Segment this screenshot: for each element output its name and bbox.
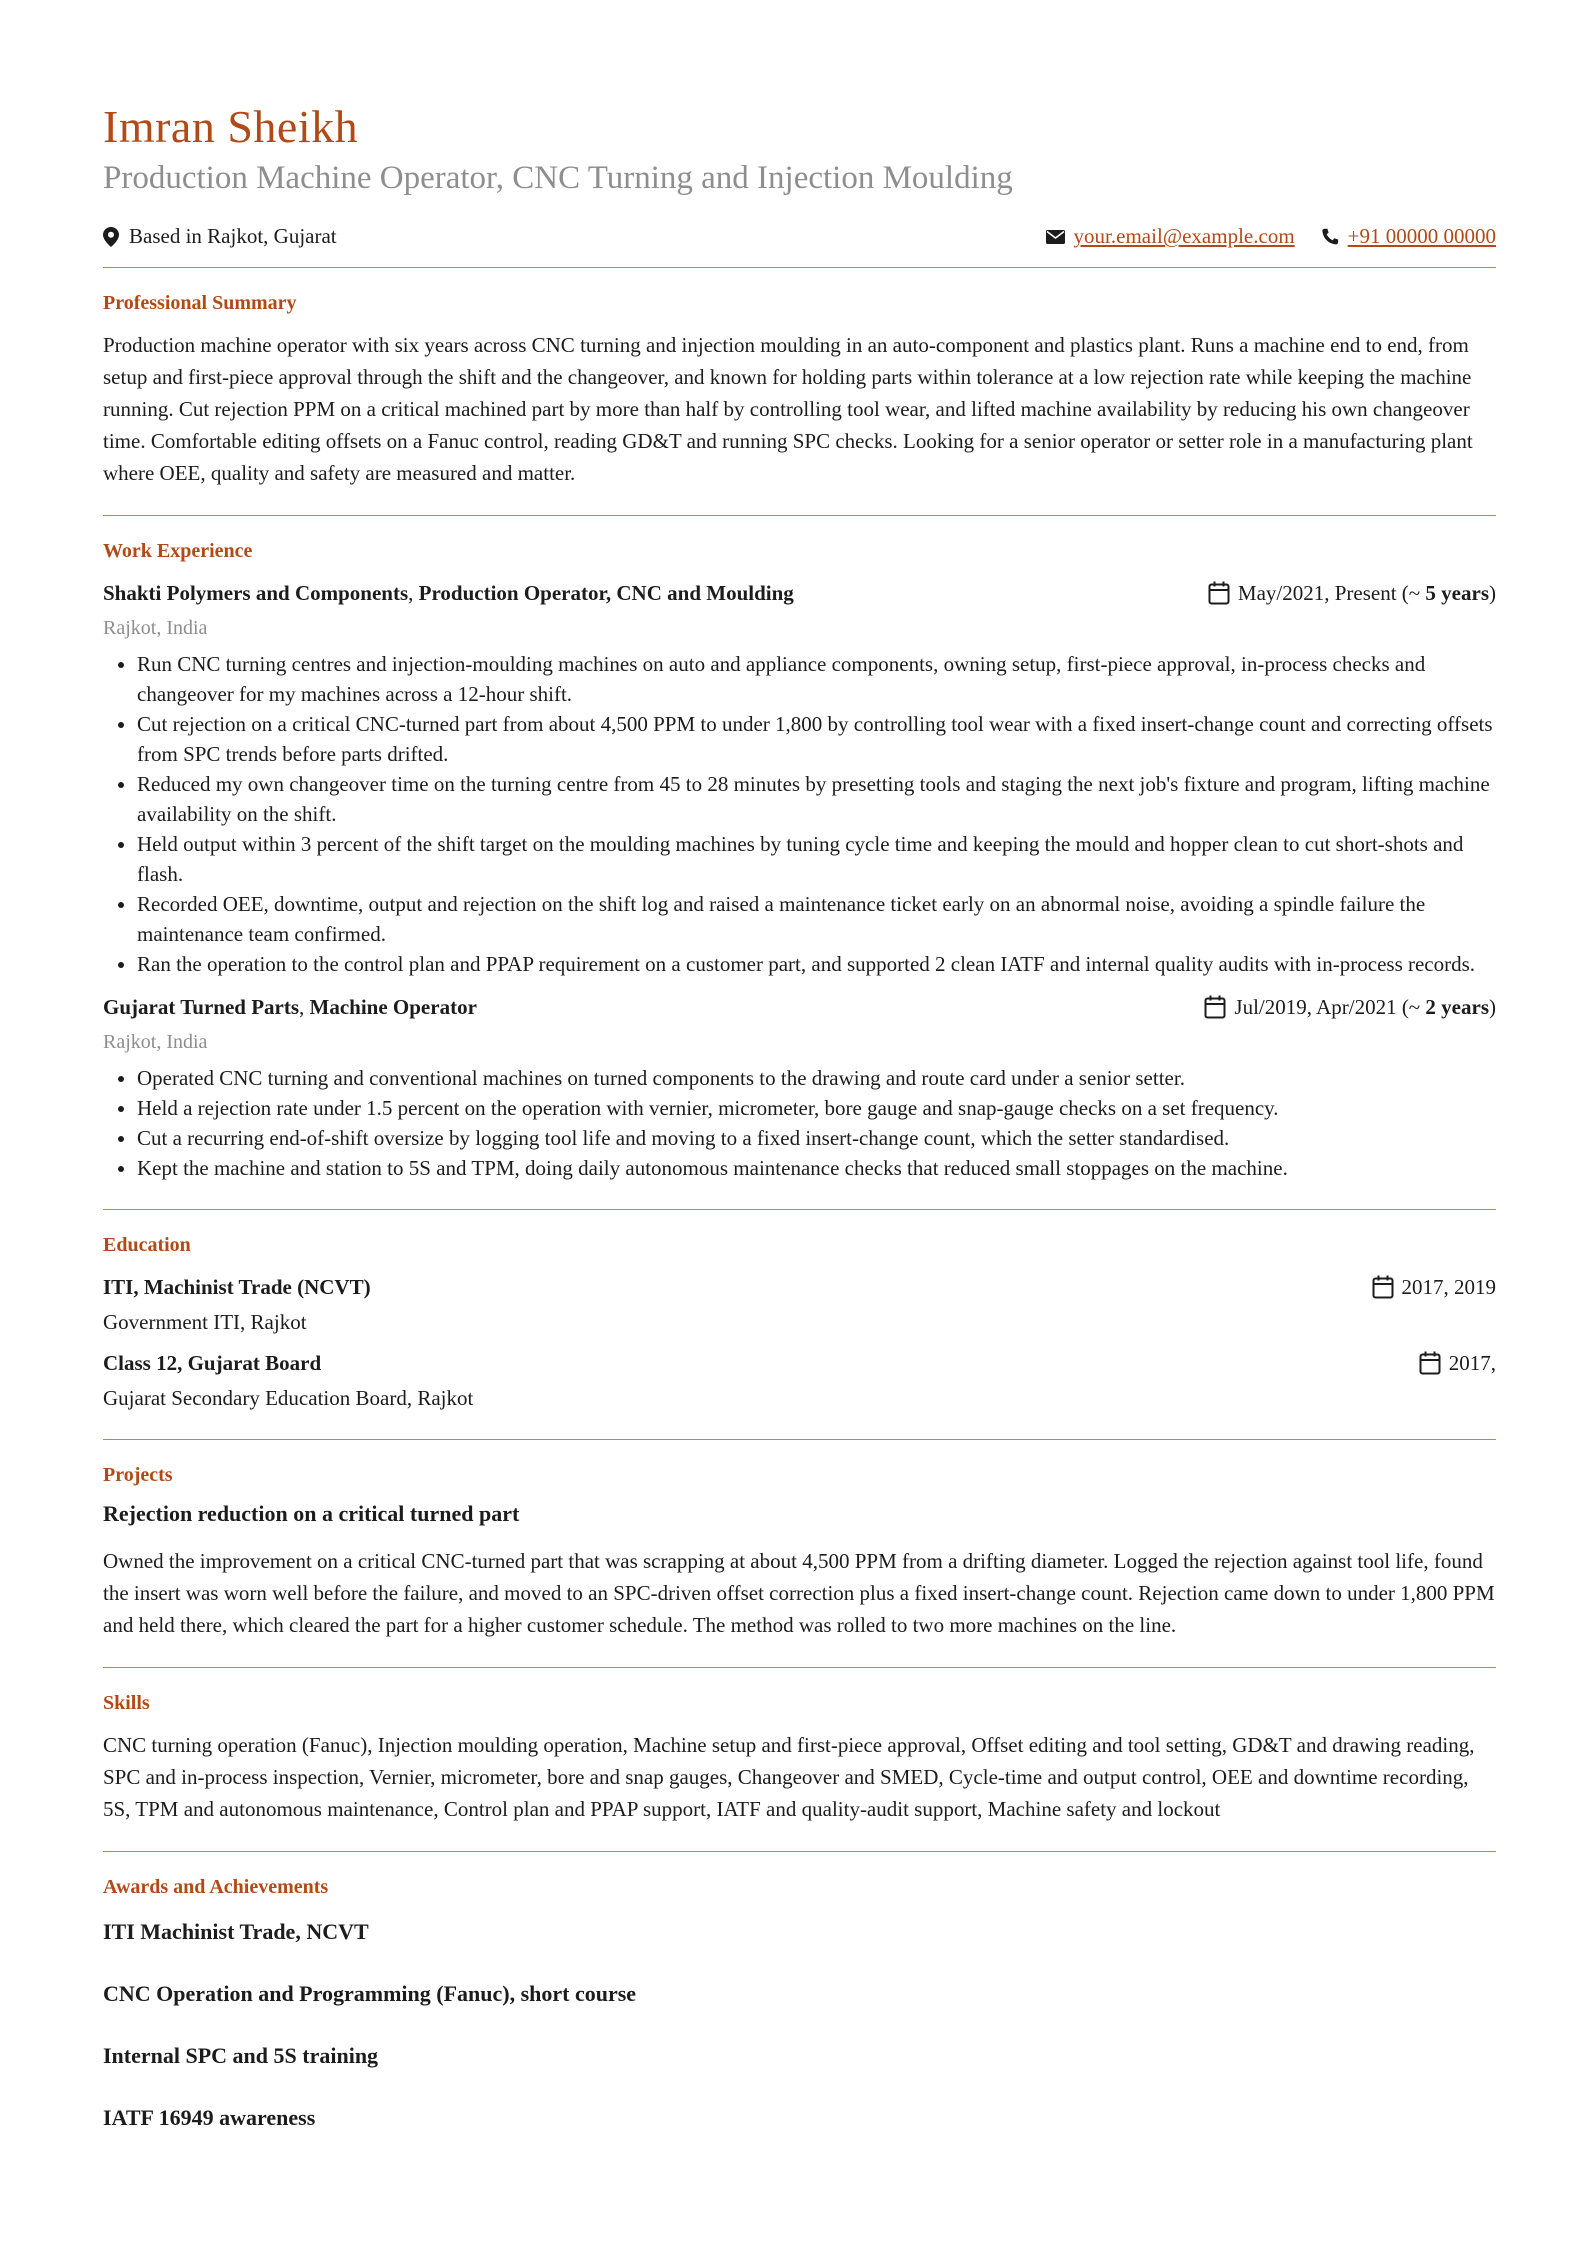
- skills-section: [103, 1668, 1496, 1851]
- job-bullets: [103, 649, 1496, 979]
- education-institution: Gujarat Secondary Education Board, Rajkot: [103, 1386, 474, 1411]
- calendar-icon: [1372, 1275, 1394, 1299]
- education-section: [103, 1210, 1496, 1439]
- location: [103, 224, 337, 249]
- education-degree: Class 12, Gujarat Board: [103, 1351, 322, 1376]
- email-item: [1046, 224, 1295, 249]
- job-date-range: May/2021, Present (~: [1237, 581, 1426, 606]
- calendar-icon: [1419, 1351, 1441, 1375]
- education-institution: Government ITI, Rajkot: [103, 1310, 307, 1335]
- job-location: Rajkot, India: [103, 1031, 208, 1054]
- job-company: Gujarat Turned Parts: [103, 995, 300, 1020]
- envelope-icon: [1046, 230, 1065, 244]
- awards-section: [103, 1852, 1496, 2193]
- projects-section: [103, 1440, 1496, 1667]
- job-dates: [1204, 991, 1496, 1023]
- education-degree: ITI, Machinist Trade (NCVT): [103, 1275, 371, 1300]
- contact-bar: [103, 224, 1496, 254]
- calendar-icon: [1204, 995, 1226, 1019]
- education-date-text: 2017, 2019: [1401, 1275, 1496, 1300]
- award-item: CNC Operation and Programming (Fanuc), short course: [103, 1981, 637, 2007]
- awards-heading: Awards and Achievements: [103, 1876, 329, 1899]
- education-date-text: 2017,: [1448, 1351, 1496, 1376]
- award-item: ITI Machinist Trade, NCVT: [103, 1919, 369, 1945]
- list-item: • Reduced my own changeover time on the turning centre from 45 to 28 minutes by presetting tools and staging the next job's fixture and program, lifting machine availability on the shift.: [137, 769, 1496, 829]
- list-item: • Held output within 3 percent of the shift target on the moulding machines by tuning cycle time and keeping the mould and hopper clean to cut short-shots and flash.: [137, 829, 1496, 889]
- education-dates: [1372, 1271, 1497, 1303]
- award-item: Internal SPC and 5S training: [103, 2043, 379, 2069]
- job-date-close: ): [1489, 581, 1496, 606]
- list-item: • Operated CNC turning and conventional machines on turned components to the drawing and route card under a senior setter.: [137, 1063, 1496, 1093]
- list-item: • Ran the operation to the control plan and PPAP requirement on a customer part, and supported 2 clean IATF and internal quality audits with in-process records.: [137, 949, 1496, 979]
- candidate-title: Production Machine Operator, CNC Turning and Injection Moulding: [103, 160, 1013, 196]
- list-item: • Recorded OEE, downtime, output and rejection on the shift log and raised a maintenance ticket early on an abnormal noise, avoiding a spindle failure the maintenance team confirmed.: [137, 889, 1496, 949]
- telephone-icon: [1321, 228, 1339, 246]
- project-title: Rejection reduction on a critical turned part: [103, 1501, 520, 1527]
- education-dates: [1419, 1347, 1496, 1379]
- list-item: • Cut rejection on a critical CNC-turned part from about 4,500 PPM to under 1,800 by controlling tool wear with a fixed insert-change count and correcting offsets from SPC trends before parts drifted.: [137, 709, 1496, 769]
- award-item: IATF 16949 awareness: [103, 2105, 316, 2131]
- job-date-close: ): [1489, 995, 1496, 1020]
- skills-text: CNC turning operation (Fanuc), Injection moulding operation, Machine setup and first-piece approval, Offset editing and tool setting, GD&T and drawing reading, SPC and in-process inspection, Vernier, micrometer, bore and snap gauges, Changeover and SMED, Cycle-time and output control, OEE and downtime recording, 5S, TPM and autonomous maintenance, Control plan and PPAP support, IATF and quality-audit support, Machine safety and lockout: [103, 1733, 1475, 1822]
- job-location: Rajkot, India: [103, 617, 208, 640]
- job-company: Shakti Polymers and Components: [103, 581, 409, 606]
- job-bullets: [103, 1063, 1496, 1183]
- job-dates: [1208, 577, 1496, 609]
- list-item: • Cut a recurring end-of-shift oversize by logging tool life and moving to a fixed insert-change count, which the setter standardised.: [137, 1123, 1496, 1153]
- candidate-name: Imran Sheikh: [103, 101, 359, 152]
- job-duration: 2 years: [1425, 995, 1489, 1020]
- phone-item: [1321, 224, 1496, 249]
- job-entry: [103, 577, 1496, 979]
- projects-heading: Projects: [103, 1464, 173, 1487]
- email-link[interactable]: your.email@example.com: [1073, 224, 1295, 249]
- skills-heading: Skills: [103, 1692, 150, 1715]
- resume-page: [103, 0, 1496, 2193]
- location-text: Based in Rajkot, Gujarat: [129, 224, 337, 249]
- job-entry: [103, 991, 1496, 1183]
- phone-link[interactable]: +91 00000 00000: [1347, 224, 1496, 249]
- education-heading: Education: [103, 1234, 191, 1257]
- job-role: Production Operator, CNC and Moulding: [418, 581, 794, 606]
- job-header: Shakti Polymers and Components, Production Operator, CNC and Moulding May/2021, Present (~ 5 years): [103, 577, 1496, 609]
- map-pin-icon: [103, 227, 119, 247]
- summary-section: [103, 268, 1496, 515]
- experience-heading: Work Experience: [103, 540, 253, 563]
- project-description: Owned the improvement on a critical CNC-turned part that was scrapping at about 4,500 PPM from a drifting diameter. Logged the rejection against tool life, found the insert was worn well before the failure, and moved to an SPC-driven offset correction plus a fixed insert-change count. Rejection came down to under 1,800 PPM and held there, which cleared the part for a higher customer schedule. The method was rolled to two more machines on the line.: [103, 1549, 1495, 1638]
- experience-section: [103, 516, 1496, 1209]
- job-header: Gujarat Turned Parts, Machine Operator Jul/2019, Apr/2021 (~ 2 years): [103, 991, 1496, 1023]
- list-item: • Run CNC turning centres and injection-moulding machines on auto and appliance components, owning setup, first-piece approval, in-process checks and changeover for my machines across a 12-hour shift.: [137, 649, 1496, 709]
- calendar-icon: [1208, 581, 1230, 605]
- summary-heading: Professional Summary: [103, 292, 297, 315]
- list-item: • Kept the machine and station to 5S and TPM, doing daily autonomous maintenance checks that reduced small stoppages on the machine.: [137, 1153, 1496, 1183]
- education-entry: [103, 1347, 1496, 1379]
- contact-links: [1046, 224, 1496, 249]
- list-item: • Held a rejection rate under 1.5 percent on the operation with vernier, micrometer, bore gauge and snap-gauge checks on a set frequency.: [137, 1093, 1496, 1123]
- job-role: Machine Operator: [309, 995, 477, 1020]
- job-date-range: Jul/2019, Apr/2021 (~: [1234, 995, 1426, 1020]
- summary-text: Production machine operator with six years across CNC turning and injection moulding in an auto-component and plastics plant. Runs a machine end to end, from setup and first-piece approval through the shift and the changeover, and known for holding parts within tolerance at a low rejection rate while keeping the machine running. Cut rejection PPM on a critical machined part by more than half by controlling tool wear, and lifted machine availability by reducing his own changeover time. Comfortable editing offsets on a Fanuc control, reading GD&T and running SPC checks. Looking for a senior operator or setter role in a manufacturing plant where OEE, quality and safety are measured and matter.: [103, 333, 1473, 486]
- education-entry: [103, 1271, 1496, 1303]
- job-duration: 5 years: [1425, 581, 1489, 606]
